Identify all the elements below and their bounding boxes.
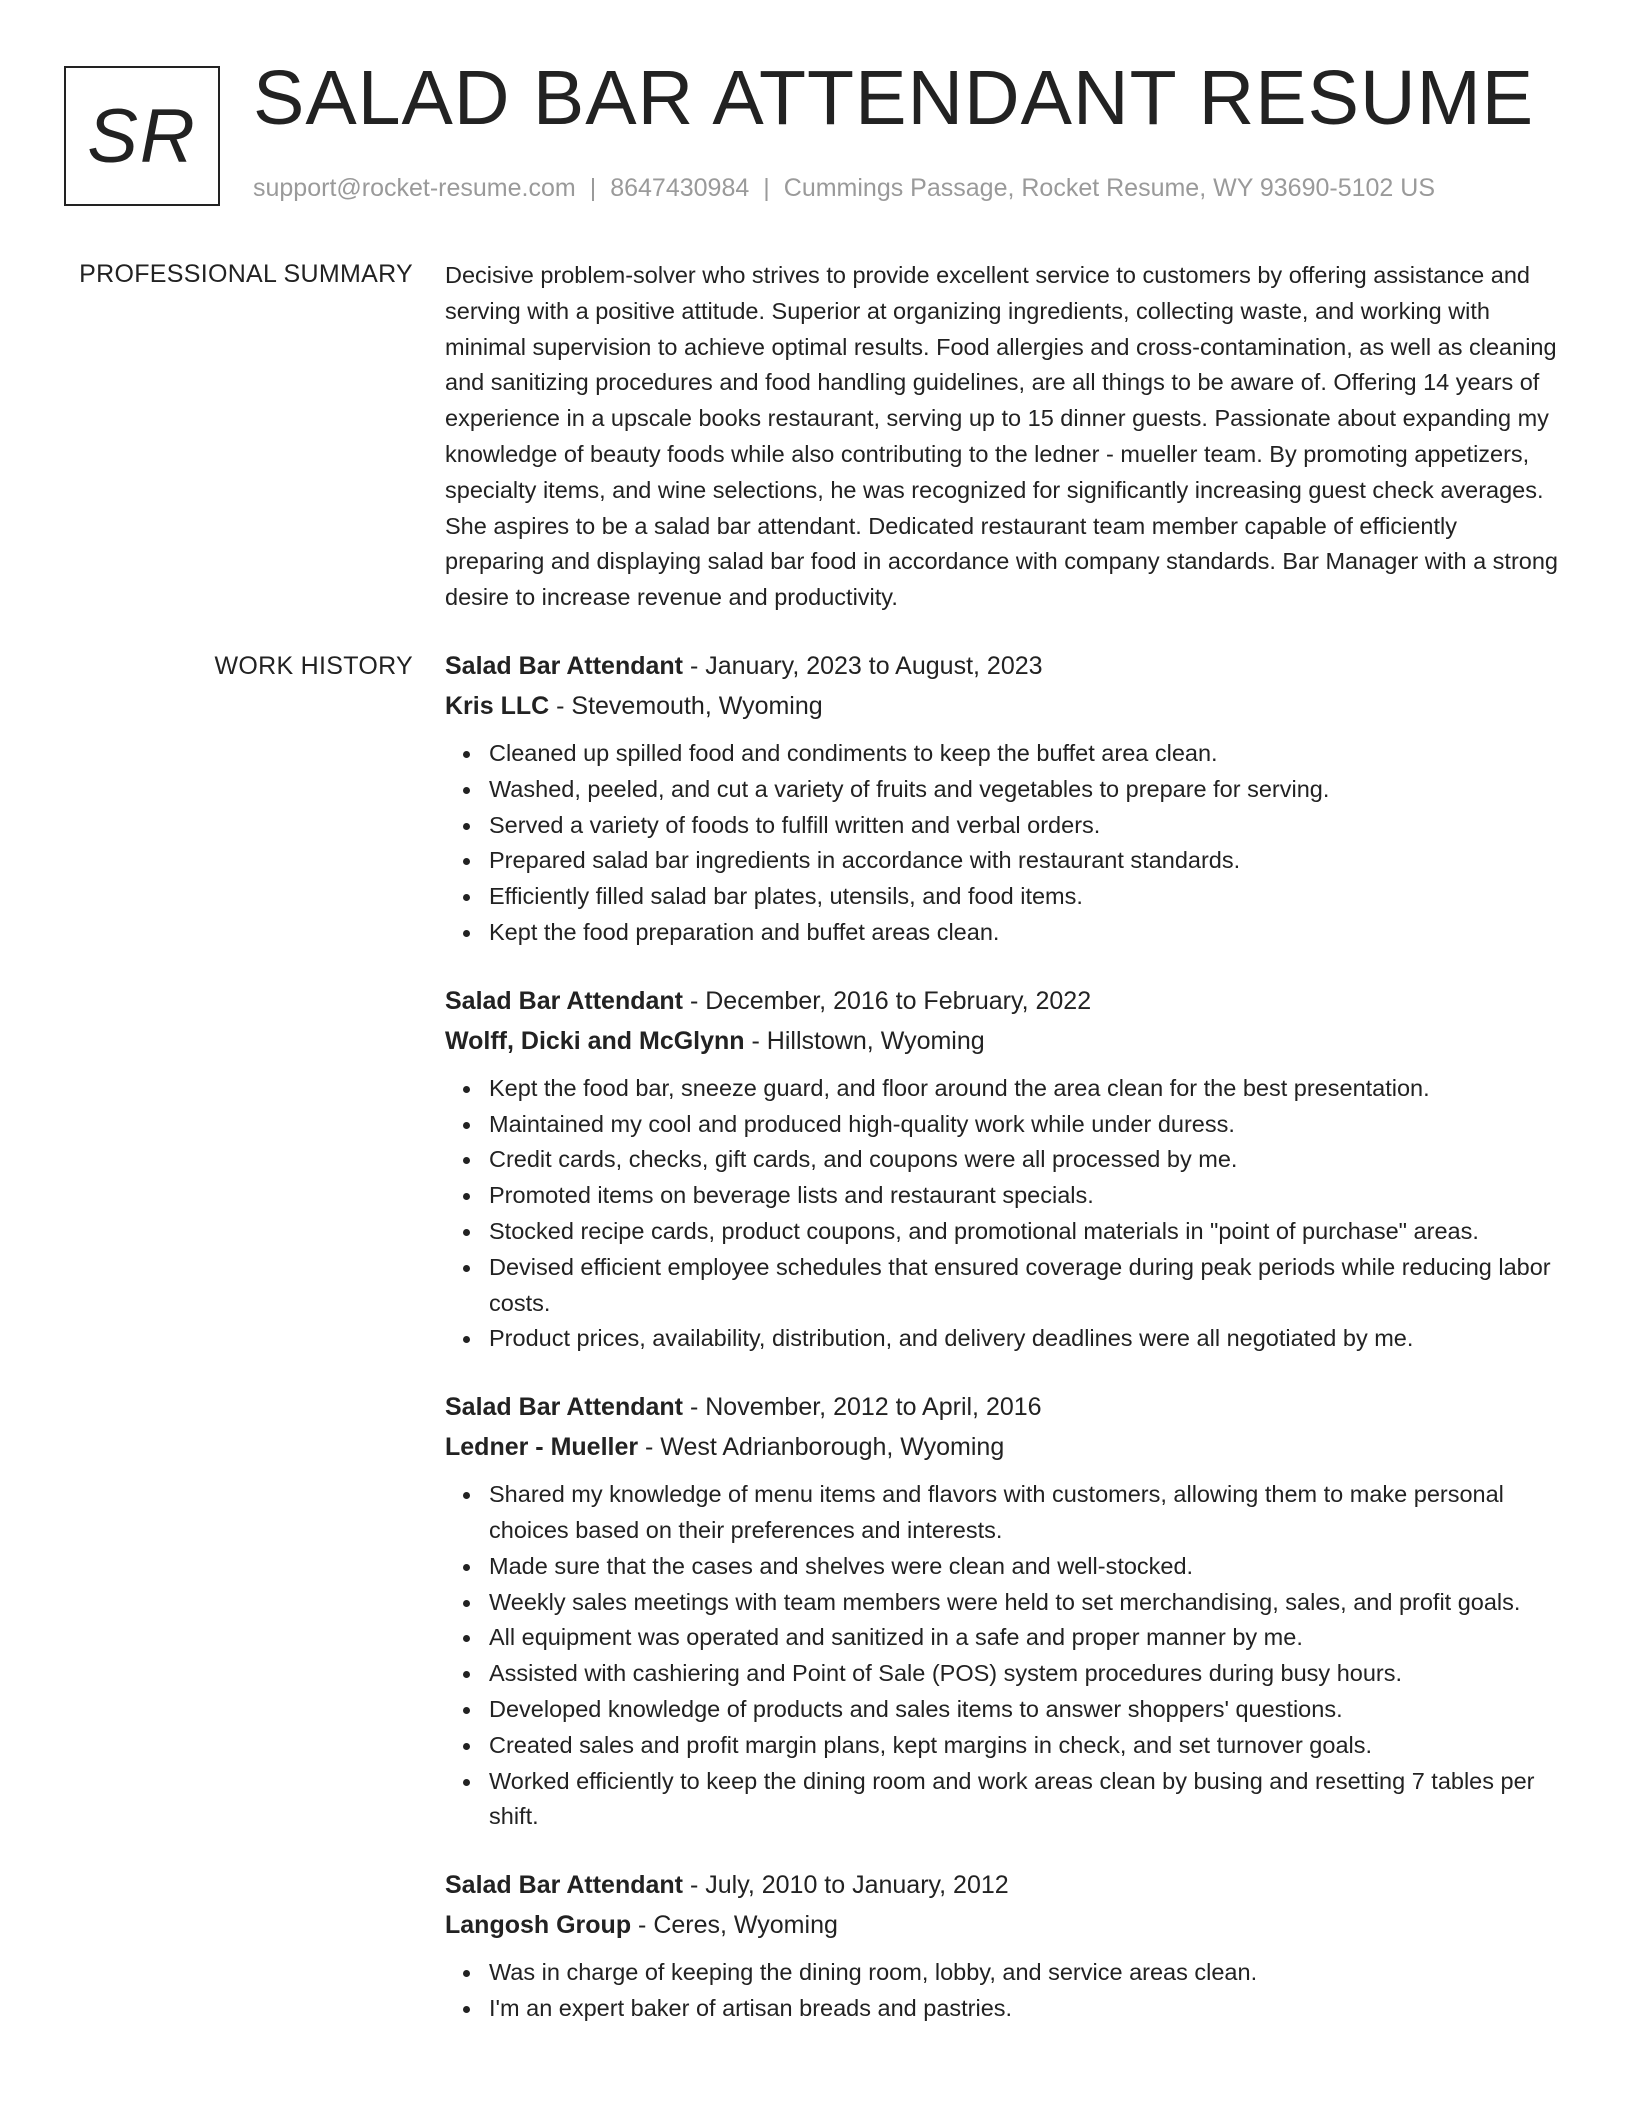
job-location: - Ceres, Wyoming xyxy=(631,1911,838,1940)
job-bullet: Promoted items on beverage lists and restaurant specials. xyxy=(489,1178,1561,1214)
job-bullets xyxy=(445,1955,1561,2027)
job-company: Langosh Group xyxy=(445,1911,632,1940)
contact-email[interactable]: support@rocket-resume.com xyxy=(253,174,576,202)
job-dates: - November, 2012 to April, 2016 xyxy=(683,1393,1042,1422)
job-company-line xyxy=(445,1021,1561,1061)
contact-phone[interactable]: 8647430984 xyxy=(610,174,750,202)
job-bullet: Maintained my cool and produced high-quality work while under duress. xyxy=(489,1107,1561,1143)
job-bullet: Cleaned up spilled food and condiments to keep the buffet area clean. xyxy=(489,736,1561,772)
job-bullets xyxy=(445,736,1561,951)
work-history-label: WORK HISTORY xyxy=(214,652,413,680)
job-bullet: Shared my knowledge of menu items and flavors with customers, allowing them to make personal choices based on their preferences and interests. xyxy=(489,1477,1561,1549)
job-company: Kris LLC xyxy=(445,692,550,720)
contact-separator: | xyxy=(763,174,770,202)
job-bullet: Prepared salad bar ingredients in accordance with restaurant standards. xyxy=(489,843,1561,879)
job-bullet: Efficiently filled salad bar plates, utensils, and food items. xyxy=(489,879,1561,915)
job-bullet: Weekly sales meetings with team members were held to set merchandising, sales, and profit goals. xyxy=(489,1585,1561,1621)
summary-section xyxy=(445,258,1561,616)
job-bullet: Washed, peeled, and cut a variety of fruits and vegetables to prepare for serving. xyxy=(489,772,1561,808)
job-bullets xyxy=(445,1477,1561,1835)
summary-label: PROFESSIONAL SUMMARY xyxy=(79,260,413,288)
contact-address: Cummings Passage, Rocket Resume, WY 93690-5102 US xyxy=(783,174,1435,202)
job-bullet: Credit cards, checks, gift cards, and coupons were all processed by me. xyxy=(489,1142,1561,1178)
job-company-line xyxy=(445,1427,1561,1467)
job-entry xyxy=(445,1387,1561,1835)
job-bullet: Devised efficient employee schedules that ensured coverage during peak periods while reducing labor costs. xyxy=(489,1250,1561,1322)
job-company-line xyxy=(445,686,1561,726)
job-title: Salad Bar Attendant xyxy=(445,986,684,1015)
job-company: Wolff, Dicki and McGlynn xyxy=(445,1026,745,1055)
monogram-logo: SR xyxy=(64,66,220,206)
job-location: - West Adrianborough, Wyoming xyxy=(638,1433,1005,1462)
summary-text: Decisive problem-solver who strives to provide excellent service to customers by offering assistance and serving with a positive attitude. Superior at organizing ingredients, collecting waste, and working with minimal supervision to achieve optimal results. Food allergies and cross-contamination, as well as cleaning and sanitizing procedures and food handling guidelines, are all things to be aware of. Offering 14 years of experience in a upscale books restaurant, serving up to 15 dinner guests. Passionate about expanding my knowledge of beauty foods while also contributing to the ledner - mueller team. By promoting appetizers, specialty items, and wine selections, he was recognized for significantly increasing guest check averages. She aspires to be a salad bar attendant. Dedicated restaurant team member capable of efficiently preparing and displaying salad bar food in accordance with company standards. Bar Manager with a strong desire to increase revenue and productivity. xyxy=(445,262,1558,611)
job-title-line xyxy=(445,1865,1561,1905)
job-bullet: All equipment was operated and sanitized in a safe and proper manner by me. xyxy=(489,1620,1561,1656)
job-title-line xyxy=(445,981,1561,1021)
job-title-line xyxy=(445,1387,1561,1427)
job-dates: - December, 2016 to February, 2022 xyxy=(683,986,1092,1015)
job-dates: - July, 2010 to January, 2012 xyxy=(683,1871,1009,1900)
job-bullet: Was in charge of keeping the dining room, lobby, and service areas clean. xyxy=(489,1955,1561,1991)
job-bullet: Stocked recipe cards, product coupons, and promotional materials in "point of purchase" areas. xyxy=(489,1214,1561,1250)
job-company: Ledner - Mueller xyxy=(445,1433,639,1462)
contact-line xyxy=(253,174,1435,203)
contact-separator: | xyxy=(589,174,597,202)
job-bullet: Assisted with cashiering and Point of Sale (POS) system procedures during busy hours. xyxy=(489,1656,1561,1692)
job-title-line xyxy=(445,646,1561,686)
resume-title: SALAD BAR ATTENDANT RESUME xyxy=(253,55,1535,141)
job-title: Salad Bar Attendant xyxy=(445,652,684,680)
job-bullet: Product prices, availability, distribution, and delivery deadlines were all negotiated by me. xyxy=(489,1321,1561,1357)
job-bullet: Created sales and profit margin plans, kept margins in check, and set turnover goals. xyxy=(489,1728,1561,1764)
job-location: - Hillstown, Wyoming xyxy=(744,1026,985,1055)
job-bullet: Kept the food bar, sneeze guard, and floor around the area clean for the best presentation. xyxy=(489,1071,1561,1107)
job-entry xyxy=(445,1865,1561,2027)
job-bullet: Kept the food preparation and buffet areas clean. xyxy=(489,915,1561,951)
job-title: Salad Bar Attendant xyxy=(445,1393,684,1422)
work-history-section xyxy=(445,646,1561,2057)
job-entry xyxy=(445,646,1561,951)
job-entry xyxy=(445,981,1561,1357)
job-bullet: Developed knowledge of products and sales items to answer shoppers' questions. xyxy=(489,1692,1561,1728)
job-bullet: Made sure that the cases and shelves were clean and well-stocked. xyxy=(489,1549,1561,1585)
job-bullet: I'm an expert baker of artisan breads and pastries. xyxy=(489,1991,1561,2027)
job-bullet: Served a variety of foods to fulfill written and verbal orders. xyxy=(489,808,1561,844)
job-bullet: Worked efficiently to keep the dining room and work areas clean by busing and resetting 7 tables per shift. xyxy=(489,1764,1561,1836)
job-company-line xyxy=(445,1905,1561,1945)
job-location: - Stevemouth, Wyoming xyxy=(549,692,823,720)
job-bullets xyxy=(445,1071,1561,1357)
job-dates: - January, 2023 to August, 2023 xyxy=(683,652,1043,680)
job-title: Salad Bar Attendant xyxy=(445,1871,684,1900)
